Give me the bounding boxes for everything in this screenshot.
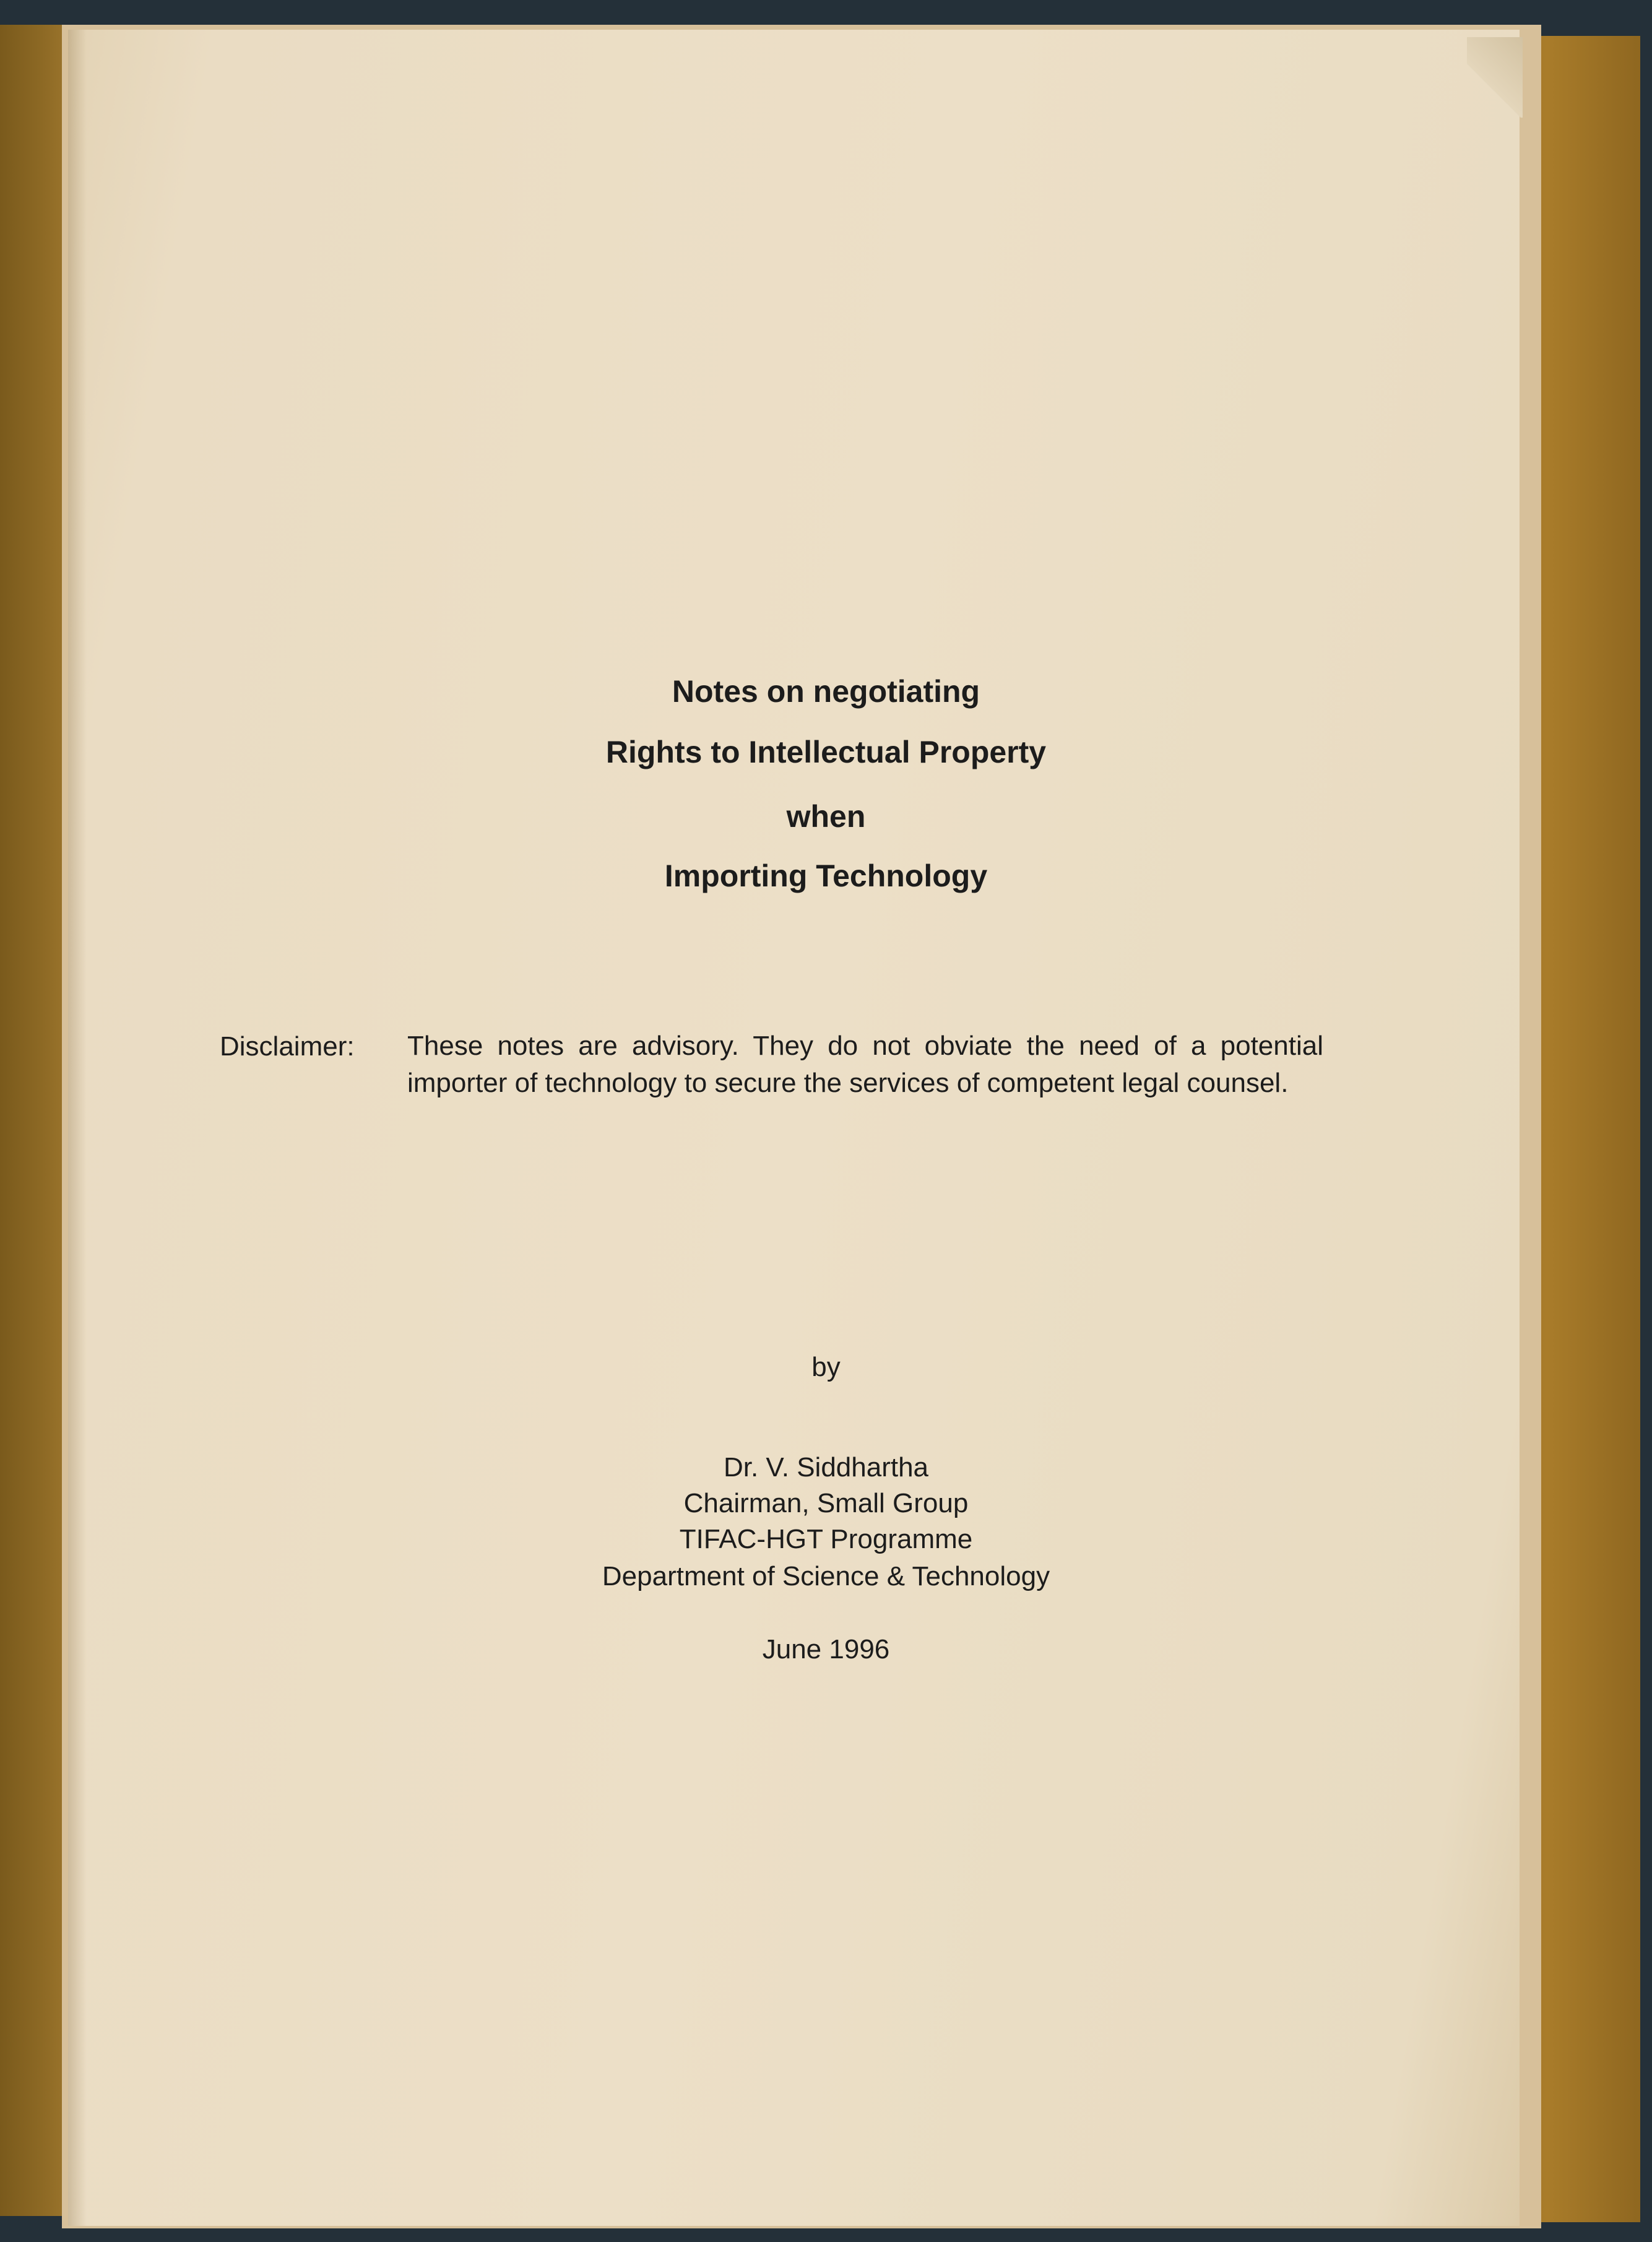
title-line-1: Notes on negotiating [672, 674, 980, 709]
author-name: Dr. V. Siddhartha [723, 1452, 929, 1482]
title-line-3: when [786, 799, 866, 834]
disclaimer-label: Disclaimer: [220, 1031, 355, 1062]
author-role: Chairman, Small Group [683, 1488, 969, 1518]
title-line-4: Importing Technology [664, 859, 988, 893]
title-page [68, 30, 1520, 2226]
page-corner-fold [1467, 37, 1523, 118]
title-line-2: Rights to Intellectual Property [605, 735, 1047, 769]
byline-by: by [811, 1352, 841, 1382]
programme-name: TIFAC-HGT Programme [679, 1524, 973, 1554]
department-name: Department of Science & Technology [602, 1561, 1050, 1591]
disclaimer-text: These notes are advisory. They do not obviate the need of a potential importer of technology to secure the services of competent legal counsel. [407, 1031, 1323, 1098]
publication-date: June 1996 [762, 1634, 890, 1664]
